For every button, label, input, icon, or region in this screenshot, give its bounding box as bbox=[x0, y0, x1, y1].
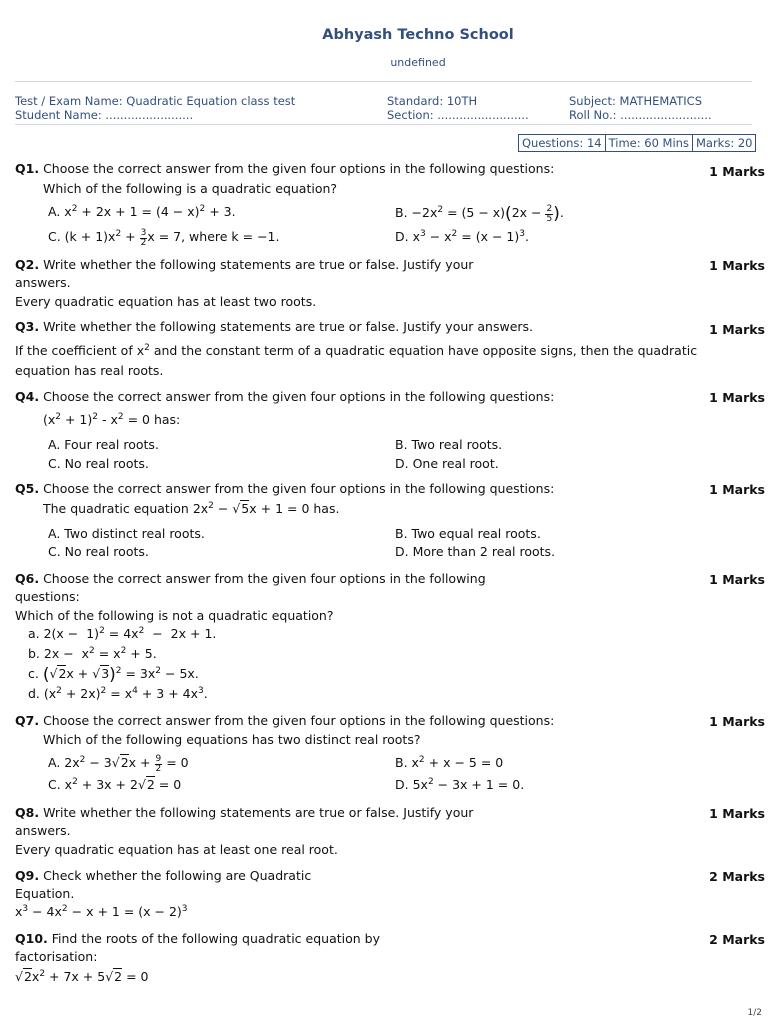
q6-option-b: b. $2x - x^2 = x^2 + 5$. bbox=[28, 646, 157, 661]
question-count: Questions: 14 bbox=[522, 136, 602, 150]
q7-prompt-text: Choose the correct answer from the given four options in the following questions: bbox=[43, 713, 555, 728]
q2-prompt-text: Write whether the following statements are true or false. Justify your bbox=[43, 257, 474, 272]
q8-marks: 1 Marks bbox=[709, 806, 765, 821]
q4-prompt-text: Choose the correct answer from the given four options in the following questions: bbox=[43, 389, 555, 404]
q6-prompt-text: Choose the correct answer from the given four options in the following bbox=[43, 571, 486, 586]
q8-number: Q8. bbox=[15, 805, 40, 820]
q5-prompt-text: Choose the correct answer from the given four options in the following questions: bbox=[43, 481, 555, 496]
school-name: Abhyash Techno School bbox=[322, 27, 514, 43]
q8-prompt bbox=[15, 805, 473, 820]
q6-prompt bbox=[15, 571, 486, 586]
q1-option-b: B. $-2x^2 = (5 - x)(2x$ − $\frac{2}{5}$ ). bbox=[395, 204, 564, 224]
q3-statement-b: and the constant term of a quadratic equation have opposite signs, then the quadratic bbox=[149, 343, 698, 358]
q7-prompt bbox=[15, 713, 554, 728]
q3-number: Q3. bbox=[15, 319, 40, 334]
q8-prompt-text: Write whether the following statements are true or false. Justify your bbox=[43, 805, 474, 820]
q4-stem: $(x^2 + 1)^2 - x^2 = 0$ has: bbox=[43, 412, 181, 427]
q4-prompt bbox=[15, 389, 554, 404]
q1-prompt bbox=[15, 161, 554, 176]
q3-statement-a: If the coefficient of x bbox=[15, 343, 145, 358]
q3-marks: 1 Marks bbox=[709, 322, 765, 337]
q6-number: Q6. bbox=[15, 571, 40, 586]
q6-option-d: d. $(x^2 + 2x)^2 = x^4 + 3 + 4x^3$. bbox=[28, 686, 208, 701]
q6-marks: 1 Marks bbox=[709, 572, 765, 587]
subtitle: undefined bbox=[390, 56, 446, 69]
q7-option-a: A. $2x^2 - 3√2x$ + $\frac{9}{2}$ = 0 bbox=[48, 754, 189, 774]
q1-option-d: D. $x^3 - x^2 = (x - 1)^3$. bbox=[395, 229, 529, 244]
q5-option-d: D. More than 2 real roots. bbox=[395, 544, 556, 559]
q2-statement: Every quadratic equation has at least two roots. bbox=[15, 294, 317, 309]
test-name: Test / Exam Name: Quadratic Equation class test bbox=[15, 94, 296, 108]
q7-option-b: B. $x^2 + x - 5 = 0$ bbox=[395, 755, 504, 770]
q10-prompt-text: Find the roots of the following quadratic equation by bbox=[47, 931, 380, 946]
q10-number: Q10. bbox=[15, 931, 48, 946]
q1-number: Q1. bbox=[15, 161, 40, 176]
q7-marks: 1 Marks bbox=[709, 714, 765, 729]
q3-prompt-text: Write whether the following statements are true or false. Justify your answers. bbox=[43, 319, 534, 334]
standard: Standard: 10TH bbox=[387, 94, 478, 108]
q10-equation: $√2x^2 + 7x + 5√2 = 0$ bbox=[15, 969, 149, 984]
roll-no: Roll No.: ......................... bbox=[569, 108, 712, 122]
q3-prompt bbox=[15, 319, 533, 334]
q1-stem: Which of the following is a quadratic equation? bbox=[43, 181, 338, 196]
q4-option-a: A. Four real roots. bbox=[48, 437, 159, 452]
header-divider bbox=[15, 81, 752, 82]
q5-prompt bbox=[15, 481, 554, 496]
q6-stem: Which of the following is not a quadratic equation? bbox=[15, 608, 334, 623]
section: Section: ......................... bbox=[387, 108, 529, 122]
q4-marks: 1 Marks bbox=[709, 390, 765, 405]
q10-prompt bbox=[15, 931, 380, 946]
q3-statement: If the coefficient of $x^2$ and the constant term of a quadratic equation have opposite signs, then the quadratic bbox=[15, 343, 698, 358]
q4-option-d: D. One real root. bbox=[395, 456, 499, 471]
q5-number: Q5. bbox=[15, 481, 40, 496]
q4-option-b: B. Two real roots. bbox=[395, 437, 503, 452]
q7-number: Q7. bbox=[15, 713, 40, 728]
q9-prompt bbox=[15, 868, 311, 883]
q1-option-c: C. $(k + 1)x^2$ + $\frac{3}{2}$ x = 7, where k = −1. bbox=[48, 228, 280, 248]
q3-statement-cont: equation has real roots. bbox=[15, 363, 164, 378]
q7-stem: Which of the following equations has two distinct real roots? bbox=[43, 732, 421, 747]
q9-marks: 2 Marks bbox=[709, 869, 765, 884]
q9-equation: $x^3 - 4x^2 - x + 1 = (x - 2)^3$ bbox=[15, 904, 188, 919]
q5-option-b: B. Two equal real roots. bbox=[395, 526, 541, 541]
q6-option-a: a. $2(x - 1)^2 = 4x^2 - 2x + 1$. bbox=[28, 626, 217, 641]
q10-prompt-cont: factorisation: bbox=[15, 949, 98, 964]
q4-number: Q4. bbox=[15, 389, 40, 404]
time-limit: Time: 60 Mins bbox=[605, 135, 692, 151]
q7-option-c: C. $x^2 + 3x + 2√2 = 0$ bbox=[48, 777, 182, 792]
q5-option-c: C. No real roots. bbox=[48, 544, 149, 559]
q9-prompt-text: Check whether the following are Quadratic bbox=[43, 868, 312, 883]
q1-marks: 1 Marks bbox=[709, 164, 765, 179]
q2-prompt bbox=[15, 257, 473, 272]
subject: Subject: MATHEMATICS bbox=[569, 94, 702, 108]
q2-marks: 1 Marks bbox=[709, 258, 765, 273]
q1-prompt-text: Choose the correct answer from the given four options in the following questions: bbox=[43, 161, 555, 176]
q7-option-d: D. $5x^2 - 3x + 1 = 0$. bbox=[395, 777, 525, 792]
student-name: Student Name: ........................ bbox=[15, 108, 194, 122]
q9-number: Q9. bbox=[15, 868, 40, 883]
q10-marks: 2 Marks bbox=[709, 932, 765, 947]
total-marks: Marks: 20 bbox=[692, 135, 756, 151]
q8-prompt-cont: answers. bbox=[15, 823, 71, 838]
test-stats bbox=[518, 134, 756, 152]
q6-option-c: c. $(√2x + √3)^2 = 3x^2 - 5x$. bbox=[28, 665, 199, 685]
page-number: 1/2 bbox=[747, 1008, 762, 1018]
q5-marks: 1 Marks bbox=[709, 482, 765, 497]
q2-number: Q2. bbox=[15, 257, 40, 272]
q5-option-a: A. Two distinct real roots. bbox=[48, 526, 205, 541]
q8-statement: Every quadratic equation has at least one real root. bbox=[15, 842, 338, 857]
q1-option-a: A. $x^2 + 2x + 1 = (4 - x)^2 + 3$. bbox=[48, 204, 236, 219]
q5-stem: The quadratic equation $2x^2 - √5x + 1 = 0$ has. bbox=[43, 501, 340, 516]
q2-prompt-cont: answers. bbox=[15, 275, 71, 290]
q4-option-c: C. No real roots. bbox=[48, 456, 149, 471]
q6-prompt-cont: questions: bbox=[15, 589, 80, 604]
meta-divider bbox=[15, 124, 752, 125]
q9-prompt-cont: Equation. bbox=[15, 886, 75, 901]
